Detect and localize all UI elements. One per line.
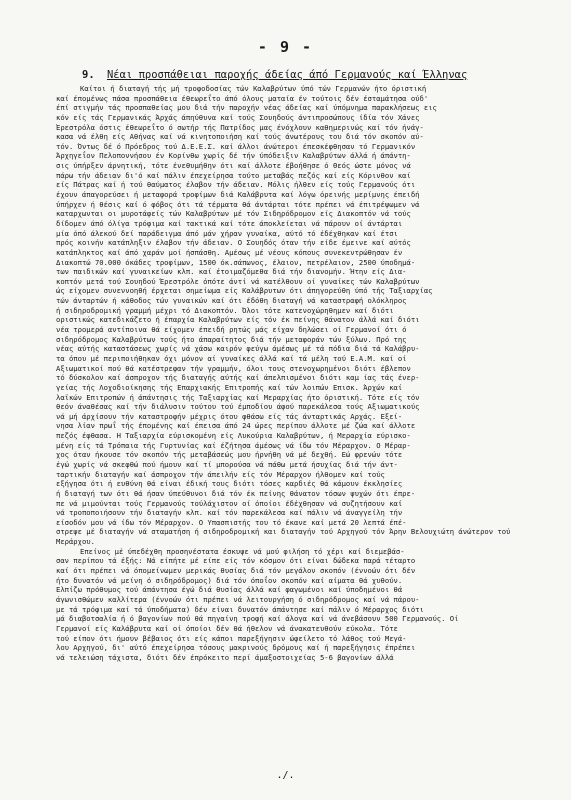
- paragraph: [56, 84, 518, 547]
- text-line: Γερμανοί είς Καλάβρυτα καί οί όποίοι δέν θά ήθελον νά άνακατευθούν εύκολα. Τότε: [56, 623, 398, 633]
- text-line: γείας τής Λοχοδιοίκησης τής Επαρχιακής Επιτροπής καί τών λοιπών Επισκ. Άρχών καί: [56, 382, 403, 392]
- text-line: νά μή άρχίσουν τήν καταστροφήν μέχρις ότου φθάσω είς τάς άνταρτικάς Αρχάς. Εξεί-: [56, 411, 403, 421]
- text-line: εξήγησα ότι ή ευθύνη θά είναι έδική τους διότι τόσες καρδιές θά κάμουν έκκλησίες: [56, 479, 403, 489]
- text-line: ή σιδηροδρομική γραμμή μέχρι τό Διακοπτόν. Όλοι τότε κατενοχώρηθημεν καί διότι: [56, 305, 394, 315]
- text-line: τού είπον ότι ήμουν βέβαιος ότι είς κάποι παρεξήγησιν ώφείλετο τό λάθος τού Μεγά-: [56, 633, 407, 643]
- section-number: 9.: [82, 69, 95, 81]
- text-line: έπί στιγμήν τάς προσπαθείας μου διά τήν παροχήν νέας άδείας καί ύπόμνημα παρακλήσεως εις: [56, 103, 437, 113]
- text-line: νησα λίαν πρωΐ τής έπομένης καί έπεισα άπό 24 ώρες περίπου άλλοτε μέ ζώα καί άλλοτε: [56, 421, 416, 431]
- text-line: Επείνος μέ ύπεδέχθη προσηνέστατα έσκυψε νά μού φιλήση τό χέρι καί διεμεβάσ-: [80, 546, 405, 556]
- text-line: κατάπληκτος καί άπό χαράν μοί ήσπάσθη. Αμέσως μέ νέους κόπους συνεκεντρώθησαν έν: [56, 247, 403, 257]
- text-line: πάρω τήν άδειαν δι'ό καί πάλιν έπεχείρησα τούτο μεταβάς πεζός καί είς Κόρινθον καί: [56, 170, 411, 180]
- text-line: μένη είς τά Τρόπαια τής Γυρτυνίας καί έζήτησα άμέσως νά ίδω τόν Μέραρχον. Ο Μέραρ-: [56, 440, 411, 450]
- text-line: νά τροποποιήσουν τήν διαταγήν κλπ. καί τόν παρεκάλεσα καί πάλιν νά άναγγείλη τήν: [56, 508, 403, 518]
- text-line: λαϊκών Επιτροπών ή άπάντησις τής Ταξιαρχίας καί Μεραρχίας ήτο όριστική. Τότε είς τόν: [56, 392, 420, 402]
- text-line: με τά τρόφιμα καί τά ύποδήματα) δέν είναι δυνατόν άπάντησε καί πάλιν ό Μέραρχος διότι: [56, 604, 424, 614]
- text-line: στρεψε μέ διαταγήν νά σταματήση ή σιδηροδρομική και διαταγήν τού Αρχηγού τόν Άρην Βελουχιώτη άνώτερον τού: [56, 527, 511, 537]
- text-line: θεόν άναθέσας καί τήν διάλυσιν τούτου τού έμποδίου άφού παρεκάλεσα τούς Αξιωματικούς: [56, 402, 420, 412]
- text-line: τόν. Όντως δέ ό Πρόεδρος τού Δ.Ε.Ε.Σ. καί άλλοι άνώτεροι έπεσκέφθησαν τό Γερμανικόν: [56, 141, 416, 151]
- text-line: σαν περίπου τά έξής: Νά είπήτε μέ είπε είς τόν κόσμον ότι είναι δώδεκα παρά τέταρτο: [56, 556, 416, 566]
- page-end-mark: ./.: [276, 770, 295, 781]
- text-line: χος όταν ήκουσε τόν σκοπόν τής μεταβάσεώς μου ήρνήθη νά μέ δεχθή. Εώ φρενών τότε: [56, 450, 403, 460]
- text-line: τών άνταρτών ή κάθοδος τών γυναικών καί ότι έδόθη διαταγή νά καταστραφή ολόκληρος: [56, 296, 407, 306]
- text-line: κόν είς τάς Γερμανικάς Άρχάς άπηύθυνα καί τούς Σουηδούς άντιπροσώπους ίδία τόν Χάνες: [56, 112, 420, 122]
- text-line: είς Πάτρας καί ή τού θαύματος έλαβον τήν άδειαν. Μόλις ήλθεν είς τούς Γερμανούς ότι: [56, 180, 416, 190]
- text-line: καταρχωνται οι μυροτάφείς τών Καλαβρύτων μέ τόν Σιδηρόδρομον είς Διακοπτόν νά τούς: [56, 209, 411, 219]
- text-line: σιδηρόδρομος Καλαβρύτων τούς ήτο άπαραίτητος διά τήν μεταφοράν τών ξύλων. Πρό της: [56, 334, 407, 344]
- body-text: [56, 84, 518, 662]
- text-line: κασα νά έλθη είς Αθήνας καί νά κινητοποιήση καί τούς άνωτέρους του διά τόν σκοπόν αύ-: [56, 132, 424, 142]
- text-line: Μεράρχου.: [56, 537, 95, 547]
- text-line: τα όπου μέ περιποιήθηκαν όχι μόνον αί γυναίκες άλλά καί τά μέλη τού Ε.Α.Μ. καί οί: [56, 353, 407, 363]
- text-line: πεζός έφθασα. Η Ταξιαρχία εύρισκομένη είς Λυκούρια Καλαβρύτων, ή Μεραρχία εύρισκο-: [56, 431, 411, 441]
- text-line: είσοδόν μου νά ίδω τόν Μέραρχον. Ο Υπασπιστής του τό έκανε καί μετά 20 λεπτά έπέ-: [56, 517, 407, 527]
- text-line: σις ύπήρξεν άρνητική, τότε ένεθυμήθην ότι καί άλλοτε έβοήθησε ό Θεός ώστε μόνος νά: [56, 161, 411, 171]
- section-heading: [82, 69, 467, 82]
- text-line: μία όπό άλεκού δεί παράδειγμα άπό μάν χήραν γυναίκα, αύτό τό έδέχθηκαν καί έτσι: [56, 228, 398, 238]
- text-line: ύπήρχεν ή θέσις καί ό φόβος ότι τά τέρματα θά άντάρται τότε πρέπει νά έπιτρέψωμεν νά: [56, 199, 420, 209]
- text-line: τό δύσκολον καί άσπροχον τής διαταγής αύτής καί άπελπισμένοι διότι καμ ίας τάς ένερ-: [56, 373, 420, 383]
- text-line: ή διαταγή των ότι θά ήσαν ύπεύθυνοι διά τόν έκ πείνης θάνατον τόσων ψυχών ότι έπρε-: [56, 488, 416, 498]
- text-line: πε νά μιμούνται τούς Γερμανούς τούλάχιστον οί όποίοι έδέχθησαν νά συζητήσουν καί: [56, 498, 403, 508]
- text-line: άγωνισθώμεν καλλίτερα (έννοών ότι πρέπει νά λειτουργήση ό σιδηρόδρομος καί νά πάρου-: [56, 594, 420, 604]
- section-title: Νέαι προσπάθειαι παροχής άδείας άπό Γερμανούς καί Έλληνας: [106, 69, 468, 81]
- text-line: ήτο δυνατόν νά μείνη ό σιδηρόδρομος) διά τόν όποΐον σκοπόν καί αίματα θά χυθούν.: [56, 575, 403, 585]
- text-line: οριστικώς κατεδικάζετο ή έπαρχία Καλαβρύτων είς τόν έκ πείνης θάνατον άλλά καί διότι: [56, 315, 420, 325]
- text-line: καί ότι πρέπει νά όπομείνωμεν μερικάς θυσίας διά τόν μεγάλον σκοπόν (έννοών ότι δέν: [56, 566, 416, 576]
- paragraph: [56, 547, 518, 663]
- text-line: νέα τρομερά αντίποινα θά είχομεν έπειδή ρητώς μάς είχαν δηλώσει οί Γερμανοί ότι ό: [56, 325, 407, 335]
- text-line: κοπτόν μετά τού Σουηδού Έρεστρόλε όπότε άντί νά κατέλθουν οί γυναίκες τών Καλαβρύτων: [56, 276, 420, 286]
- text-line: πρός κοινήν κατάπληξιν έλαβον τήν άδειαν. Ο Σουηδός όταν τήν είδε έμεινε καί αύτός: [56, 238, 411, 248]
- text-line: Ελπίζω πρόθυμος τού άπάντησα έγώ διά θυσίας άλλά καί φαγωμένοι καί ύποδημένοι θά: [56, 585, 403, 595]
- text-line: έχουν άπαγορεύσει ή μεταφορά τροφίμων διά Καλάβρυτα καί λόγω όρεινής μερίμνης έπειδή: [56, 190, 420, 200]
- text-line: Άρχηγεΐον Πελοποννήσου έν Κορίνθω χωρίς δέ τήν ύπόδειξιν Καλαβρύτων άλλά ή άπάντη-: [56, 151, 411, 161]
- text-line: καί έπομένως πάσα προσπάθεια έθεωρεΐτο άπό όλους ματαία έν τούτοις δέν έσταμάτησα ούδ': [56, 93, 429, 103]
- text-line: νέας αύτής καταστάσεως χωρίς νά χάσω καιρόν φεύγω άμέσως μέ τά πόδια διά τά Καλάβρυ-: [56, 344, 420, 354]
- text-line: έγώ χωρίς νά σκεφθώ πού ήμουν καί τί μπορούσα νά πάθω μετά ήσυχίας διά τήν άντ-: [56, 459, 398, 469]
- text-line: ταρτικήν διαταγήν καί άσπροχον τήν άπειλήν είς τόν Μέραρχον ήλθομεν καί τούς: [56, 469, 385, 479]
- text-line: λου Αρχηγού, δι' αύτό έπεχείρησα τόσους μακρινούς δρόμους καί ή παρεξήγησις έπρέπει: [56, 643, 416, 653]
- text-line: μά διαβοτσαλία ή ό βαγονίων πού θά πηγαίνη τροφή καί άλογα καί νά άνεβάσουν 500 Γερμανούς. Οί: [56, 614, 459, 624]
- text-line: νά τελειώση τάχιστα, διότι δέν έπρόκειτο περί άμαξοστοιχείας 5-6 βαγονίων άλλά: [56, 652, 394, 662]
- text-line: δίδομεν άπό όλίγα τρόφιμα καί τακτικά καί τότε άποκλείεται νά πάρουν οί άντάρται: [56, 218, 403, 228]
- text-line: Διακοπτώ 70.000 όκάδες τροφίμων, 1500 όκ.σάπωνος, έλαιον, πετρέλαιον, 2500 ύποδημά-: [56, 257, 416, 267]
- text-line: των παιδικών καί γυναικείων κλπ. καί έτοιμαζόμεθα διά τήν διανομήν. Ήτην είς Δια-: [56, 267, 407, 277]
- text-line: Αξιωματικοί πού θά κατέστρεφαν τήν γραμμήν, όλοι τους στενοχωρημένοι διότι έβλεπον: [56, 363, 411, 373]
- page-number: - 9 -: [257, 38, 314, 56]
- text-line: Καίτοι ή διαταγή τής μή τροφοδοσίας τών Καλαβρύτων ύπό τών Γερμανών ήτο όριστική: [80, 84, 427, 93]
- text-line: Έρεστρόλα όστις έθεωρεΐτο ό σωτήρ τής Πατρίδος μας ένόχλουν καθημερινώς καί τόν ήνάγ-: [56, 122, 424, 132]
- text-line: ώς είχομεν συνεννοηθή έρχεται σημείωμα είς Καλάβρυτων ότι άπηγορεύθη ύπό τής Ταξιαρχίας: [56, 286, 433, 296]
